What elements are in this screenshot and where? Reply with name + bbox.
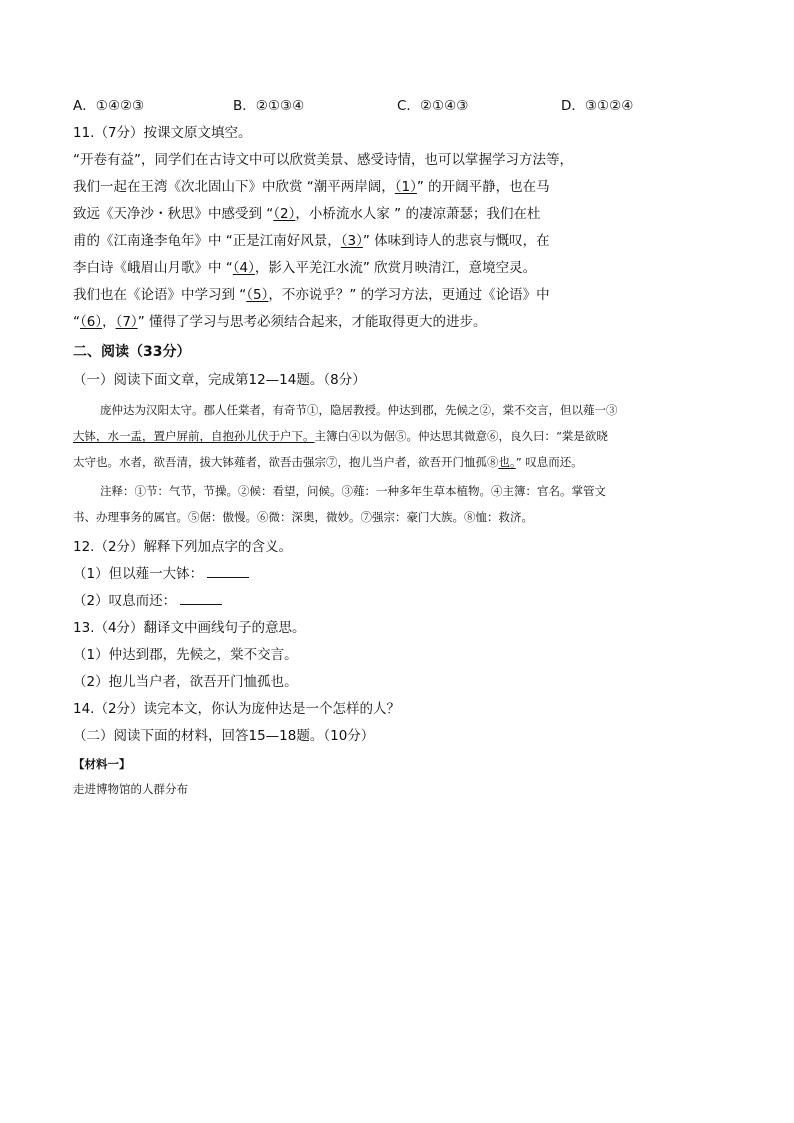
- option-b: B．②①③④: [233, 98, 305, 114]
- blank-2: （2）: [273, 206, 296, 222]
- q11-text: ，小桥流水人家 ” 的凄凉萧瑟；我们在杜: [295, 206, 541, 222]
- blank-5: （5）: [246, 287, 269, 303]
- blank-3: （3）: [340, 233, 363, 249]
- q11-text: ，影入平羌江水流” 欣赏月映清江，意境空灵。: [254, 260, 537, 276]
- passage-line-3: [73, 454, 583, 470]
- q11-text: “: [73, 314, 80, 330]
- passage-text: 主簿白④以为倨⑤。仲达思其微意⑥，良久曰：“棠是欲晓: [314, 429, 608, 443]
- q12-item-text: （2）叹息而还：: [73, 593, 177, 609]
- q11-line-6: [73, 286, 550, 304]
- q13-item-1: （1）仲达到郡，先候之，棠不交言。: [73, 647, 298, 663]
- answer-blank[interactable]: [207, 565, 249, 578]
- underlined-sentence: 大钵，水一盂，置户屏前，自抱孙儿伏于户下。: [73, 429, 315, 443]
- material-1-caption: 走进博物馆的人群分布: [73, 782, 188, 796]
- q11-line-3: [73, 205, 540, 223]
- q11-text: ，: [102, 314, 116, 330]
- option-c: C．②①④③: [397, 98, 469, 114]
- q11-text: 甫的《江南逢李龟年》中 “正是江南好风景，: [73, 233, 341, 249]
- q11-line-7: [73, 313, 486, 331]
- passage-line-1: 庞仲达为汉阳太守。郡人任棠者，有奇节①，隐居教授。仲达到郡，先候之②，棠不交言，但以薤一③: [100, 403, 618, 417]
- q11-text: ” 的开阔平静，也在马: [416, 179, 550, 195]
- q14-title: 14.（2分）读完本文，你认为庞仲达是一个怎样的人？: [73, 701, 401, 717]
- q11-line-1: “开卷有益”，同学们在古诗文中可以欣赏美景、感受诗情，也可以掌握学习方法等，: [73, 152, 573, 168]
- blank-6: （6）: [80, 314, 103, 330]
- q11-text: ” 体味到诗人的悲哀与慨叹，在: [362, 233, 550, 249]
- answer-blank[interactable]: [180, 592, 222, 605]
- notes-line-2: 书、办理事务的属官。⑤倨：傲慢。⑥微：深奥，微妙。⑦强宗：豪门大族。⑧恤：救济。: [73, 510, 533, 524]
- underlined-sentence: 也。: [498, 455, 516, 469]
- q11-line-2: [73, 178, 550, 196]
- blank-7: （7）: [115, 314, 138, 330]
- q11-text: 致远《天净沙・秋思》中感受到 “: [73, 206, 274, 222]
- notes-line-1: 注释：①节：气节，节操。②候：看望，问候。③薤：一种多年生草本植物。④主簿：官名。掌管文: [100, 484, 606, 498]
- passage-text: ” 叹息而还。: [515, 455, 583, 469]
- option-a: A．①④②③: [73, 98, 145, 114]
- material-1-label: 【材料一】: [73, 757, 131, 771]
- q12-item-text: （1）但以薤一大钵：: [73, 566, 204, 582]
- q12-title: 12.（2分）解释下列加点字的含义。: [73, 539, 293, 555]
- q13-item-2: （2）抱儿当户者，欲吾开门恤孤也。: [73, 674, 298, 690]
- passage-line-2: [73, 428, 608, 444]
- q11-text: ” 懂得了学习与思考必须结合起来，才能取得更大的进步。: [137, 314, 487, 330]
- passage-text: 太守也。水者，欲吾清，拔大钵薤者，欲吾击强宗⑦，抱儿当户者，欲吾开门恤孤⑧: [73, 455, 499, 469]
- q13-title: 13.（4分）翻译文中画线句子的意思。: [73, 620, 306, 636]
- blank-4: （4）: [232, 260, 255, 276]
- q11-text: 我们也在《论语》中学习到 “: [73, 287, 247, 303]
- part-2-heading: （二）阅读下面的材料，回答15—18题。（10分）: [73, 728, 375, 744]
- blank-1: （1）: [394, 179, 417, 195]
- q11-line-5: [73, 259, 536, 277]
- section-heading: 二、阅读（33分）: [73, 344, 191, 360]
- q11-text: ，不亦说乎？” 的学习方法，更通过《论语》中: [268, 287, 550, 303]
- q12-item-2: [73, 592, 222, 610]
- q11-text: 李白诗《峨眉山月歌》中 “: [73, 260, 233, 276]
- q11-title: 11.（7分）按课文原文填空。: [73, 125, 252, 141]
- q11-line-4: [73, 232, 550, 250]
- q12-item-1: [73, 565, 249, 583]
- part-1-heading: （一）阅读下面文章，完成第12—14题。（8分）: [73, 372, 366, 388]
- q11-text: 我们一起在王湾《次北固山下》中欣赏 “潮平两岸阔，: [73, 179, 395, 195]
- options-row: [73, 97, 673, 115]
- option-d: D．③①②④: [561, 98, 634, 114]
